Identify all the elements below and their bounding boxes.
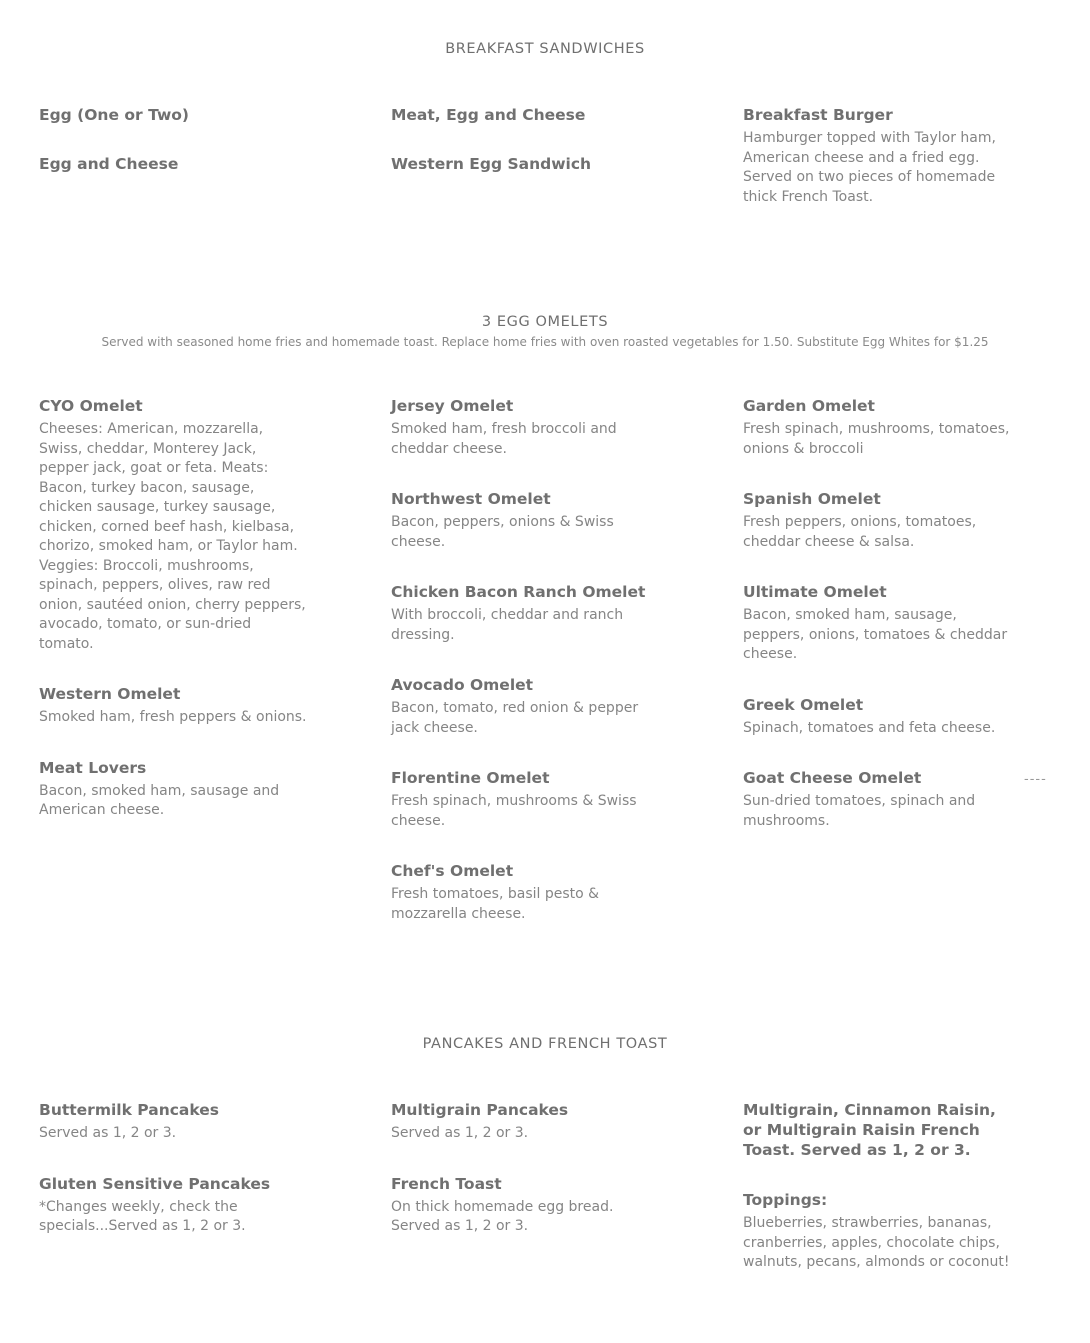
item-description: Fresh tomatoes, basil pesto & mozzarella cheese.	[391, 886, 600, 922]
menu-item	[391, 861, 661, 924]
menu-item	[743, 1190, 1013, 1273]
item-name: Ultimate Omelet	[743, 583, 887, 601]
menu-item	[391, 582, 661, 645]
item-name: Spanish Omelet	[743, 490, 881, 508]
sandwiches-column-2	[391, 105, 661, 174]
menu-item	[391, 396, 661, 459]
item-name: CYO Omelet	[39, 397, 143, 415]
item-name: Toppings:	[743, 1191, 828, 1209]
pancakes-column-2	[391, 1100, 661, 1237]
pancakes-column-1	[39, 1100, 309, 1237]
item-description: Bacon, tomato, red onion & pepper jack cheese.	[391, 700, 639, 736]
menu-item	[391, 154, 661, 174]
item-description: Fresh spinach, mushrooms & Swiss cheese.	[391, 793, 637, 829]
item-name: Northwest Omelet	[391, 490, 551, 508]
item-name: Gluten Sensitive Pancakes	[39, 1174, 271, 1193]
menu-item	[39, 105, 309, 125]
menu-item	[743, 489, 1013, 552]
item-name: Multigrain, Cinnamon Raisin, or Multigrain Raisin French Toast. Served as 1, 2 or 3.	[743, 1101, 996, 1159]
item-name: Greek Omelet	[743, 695, 864, 714]
item-name: Meat Lovers	[39, 758, 147, 777]
item-name: Jersey Omelet	[391, 397, 514, 415]
menu-item	[39, 684, 309, 728]
item-name: Egg and Cheese	[39, 155, 179, 173]
menu-item	[743, 582, 1013, 665]
menu-item	[391, 675, 661, 738]
item-description: Fresh spinach, mushrooms, tomatoes, onions & broccoli	[743, 421, 1010, 457]
menu-item	[39, 758, 309, 821]
menu-item	[39, 396, 309, 654]
item-description: Spinach, tomatoes and feta cheese.	[743, 719, 996, 736]
item-name: Florentine Omelet	[391, 769, 550, 787]
item-description: *Changes weekly, check the specials...Served as 1, 2 or 3.	[39, 1198, 246, 1234]
item-name: Egg (One or Two)	[39, 106, 189, 124]
item-name: Avocado Omelet	[391, 676, 534, 694]
pancakes-column-3	[743, 1100, 1013, 1273]
item-description: Served as 1, 2 or 3.	[39, 1125, 177, 1141]
item-description: On thick homemade egg bread. Served as 1, 2 or 3.	[391, 1198, 614, 1234]
section-subtitle-omelets: Served with seasoned home fries and homemade toast. Replace home fries with oven roasted vegetables for 1.50. Substitute Egg Whites for $1.25	[101, 335, 989, 349]
menu-item	[743, 105, 1013, 207]
item-description: Blueberries, strawberries, bananas, cranberries, apples, chocolate chips, walnuts, pecans, almonds or coconut!	[743, 1215, 1010, 1270]
item-description: Served as 1, 2 or 3.	[391, 1125, 529, 1141]
menu-item	[391, 489, 661, 552]
item-name: Multigrain Pancakes	[391, 1101, 569, 1119]
item-description: Smoked ham, fresh broccoli and cheddar cheese.	[391, 421, 617, 457]
omelets-column-1	[39, 396, 309, 821]
item-name: Western Omelet	[39, 685, 181, 703]
omelets-column-3	[743, 396, 1013, 831]
menu-item	[743, 695, 1013, 739]
menu-item	[743, 396, 1013, 459]
item-description: Fresh peppers, onions, tomatoes, cheddar cheese & salsa.	[743, 514, 977, 550]
item-description: Hamburger topped with Taylor ham, American cheese and a fried egg. Served on two pieces of homemade thick French Toast.	[743, 130, 996, 205]
section-title-breakfast-sandwiches: BREAKFAST SANDWICHES	[445, 41, 645, 57]
menu-item	[391, 1174, 661, 1237]
item-name: Buttermilk Pancakes	[39, 1101, 220, 1119]
item-description: Sun-dried tomatoes, spinach and mushrooms.	[743, 793, 976, 829]
section-title-omelets: 3 EGG OMELETS	[481, 314, 609, 330]
sandwiches-column-1	[39, 105, 309, 174]
section-title-pancakes: PANCAKES AND FRENCH TOAST	[422, 1036, 668, 1052]
menu-item	[743, 1100, 1013, 1160]
item-description: With broccoli, cheddar and ranch dressing.	[391, 607, 624, 643]
item-name: Chef's Omelet	[391, 862, 514, 880]
menu-item	[391, 1100, 661, 1144]
item-name: Goat Cheese Omelet	[743, 769, 922, 787]
item-description: Smoked ham, fresh peppers & onions.	[39, 709, 307, 725]
menu-item	[39, 1174, 309, 1237]
menu-item	[743, 768, 1013, 831]
divider-dashes: ----	[1024, 772, 1047, 787]
item-description: Cheeses: American, mozzarella, Swiss, cheddar, Monterey Jack, pepper jack, goat or feta. Meats: Bacon, turkey bacon, sausage, chicken sausage, turkey sausage, chicken, corned beef hash, kielbasa, chorizo, smoked ham, or Taylor ham. Veggies: Broccoli, mushrooms, spinach, peppers, olives, raw red onion, sautéed onion, cherry peppers, avocado, tomato, or sun-dried tomato.	[39, 421, 306, 652]
item-description: Bacon, smoked ham, sausage and American cheese.	[39, 782, 280, 818]
item-name: Meat, Egg and Cheese	[391, 106, 586, 124]
item-name: Western Egg Sandwich	[391, 155, 592, 173]
item-description: Bacon, smoked ham, sausage, peppers, onions, tomatoes & cheddar cheese.	[743, 607, 1008, 662]
menu-item	[391, 768, 661, 831]
menu-item	[39, 1100, 309, 1144]
sandwiches-column-3	[743, 105, 1013, 207]
item-name: French Toast	[391, 1174, 502, 1193]
omelets-column-2	[391, 396, 661, 924]
menu-item	[39, 154, 309, 174]
item-name: Garden Omelet	[743, 397, 875, 415]
menu-item	[391, 105, 661, 125]
item-name: Chicken Bacon Ranch Omelet	[391, 583, 646, 601]
item-description: Bacon, peppers, onions & Swiss cheese.	[391, 514, 614, 550]
item-name: Breakfast Burger	[743, 106, 893, 124]
